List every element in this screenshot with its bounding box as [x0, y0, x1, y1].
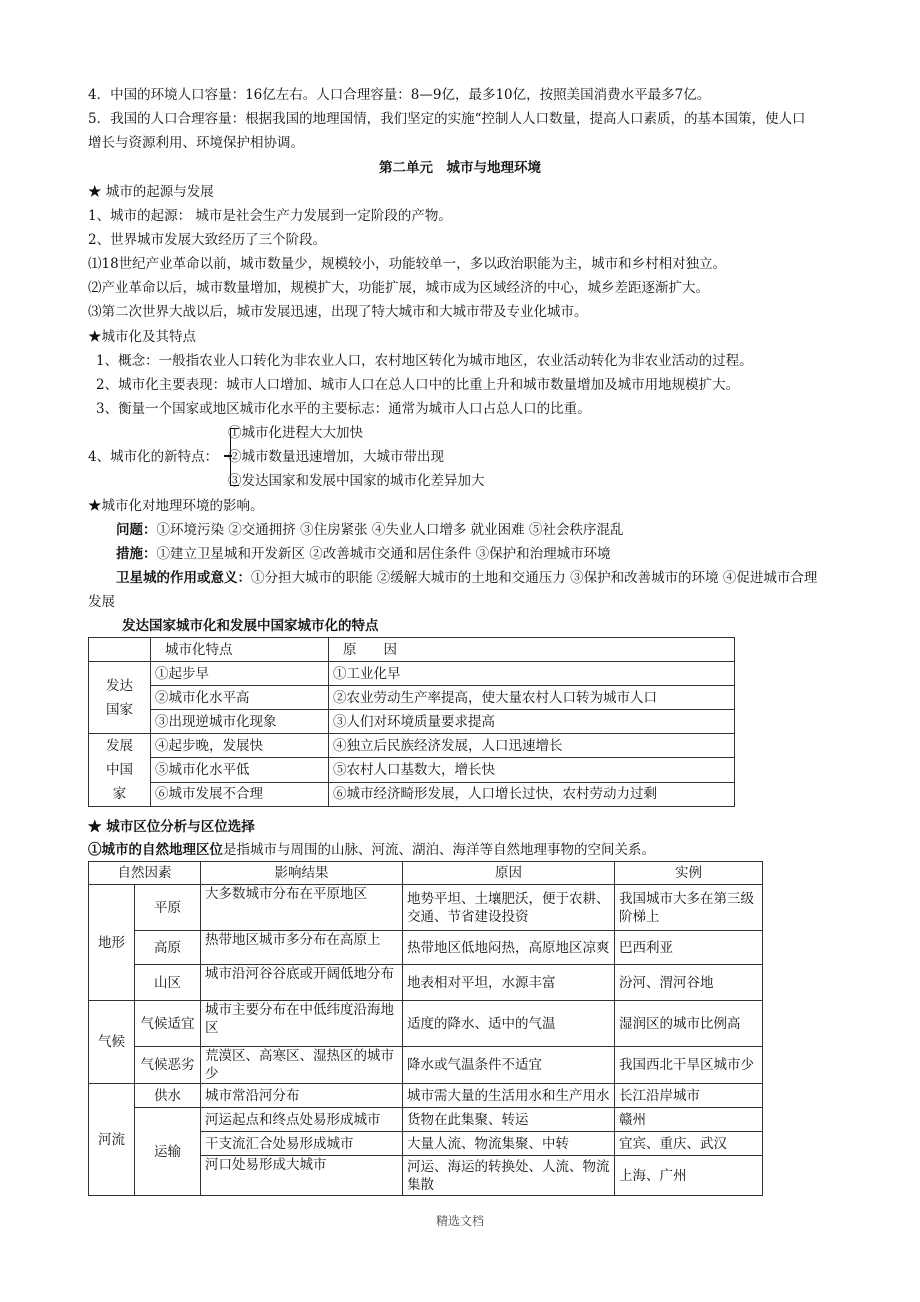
section-heading-urbanization: ★城市化及其特点: [88, 329, 196, 345]
new-feature-1: ①城市化进程大大加快: [228, 425, 363, 441]
page-footer: 精选文档: [435, 1214, 484, 1228]
table-cell: ⑥城市发展不合理: [151, 782, 329, 806]
table-cell: 地势平坦、土壤肥沃，便于农耕、交通、节省建设投资: [403, 885, 615, 931]
table-cell: 干支流汇合处易形成城市: [201, 1132, 403, 1156]
table-cell: 气候适宜: [135, 1001, 201, 1047]
table-row: [89, 686, 735, 710]
group-label-line: 中国: [106, 762, 133, 778]
paragraph-5-cont: 增长与资源利用、环境保护相协调。: [88, 135, 304, 151]
header-cell: 实例: [615, 862, 763, 885]
table-cell: 我国城市大多在第三级阶梯上: [615, 885, 763, 931]
section-heading-location: ★ 城市区位分析与区位选择: [88, 819, 255, 835]
unit-title: 第二单元 城市与地理环境: [379, 160, 541, 176]
header-cell: 自然因素: [89, 862, 201, 885]
table1-title: 发达国家城市化和发展中国家城市化的特点: [122, 618, 379, 634]
table-cell: 河运、海运的转换处、人流、物流集散: [403, 1156, 615, 1196]
table-cell: ③出现逆城市化现象: [151, 710, 329, 734]
table-cell: 山区: [135, 965, 201, 1001]
group-label-line: 国家: [106, 701, 133, 718]
group-developing: [89, 734, 151, 807]
table-cell: ⑤农村人口基数大，增长快: [329, 758, 735, 782]
group-developed: [89, 662, 151, 734]
table-cell: ①工业化早: [329, 662, 735, 686]
new-feature-2: ②城市数量迅速增加，大城市带出现: [228, 449, 444, 465]
stage-2: ⑵产业革命以后，城市数量增加，规模扩大，功能扩展，城市成为区域经济的中心，城乡差距逐渐扩大。: [88, 280, 709, 296]
satellite-label: 卫星城的作用或意义：: [116, 570, 251, 586]
table-cell: 高原: [135, 931, 201, 965]
urbanization-concept: 1、概念：一般指农业人口转化为非农业人口，农村地区转化为城市地区，农业活动转化为非农业活动的过程。: [96, 353, 753, 369]
table-cell: 巴西利亚: [615, 931, 763, 965]
section-heading-origin: ★ 城市的起源与发展: [88, 184, 214, 200]
header-blank: [89, 638, 151, 662]
table-cell: ⑥城市经济畸形发展，人口增长过快，农村劳动力过剩: [329, 782, 735, 806]
table-row: [89, 965, 763, 1001]
table-cell: ②农业劳动生产率提高，使大量农村人口转为城市人口: [329, 686, 735, 710]
table-cell: 宜宾、重庆、武汉: [615, 1132, 763, 1156]
group-label-line: 发展: [106, 738, 133, 754]
table-cell: 热带地区城市多分布在高原上: [201, 931, 403, 965]
section-heading-impact: ★城市化对地理环境的影响。: [88, 498, 264, 514]
measures-text: ①建立卫星城和开发新区 ②改善城市交通和居住条件 ③保护和治理城市环境: [156, 546, 611, 562]
table-row: [89, 1108, 763, 1132]
table-cell: 湿润区的城市比例高: [615, 1001, 763, 1047]
new-features-label: 4、城市化的新特点：: [88, 449, 219, 465]
table-cell: 上海、广州: [615, 1156, 763, 1196]
table-cell: 热带地区低地闷热，高原地区凉爽: [403, 931, 615, 965]
table-cell: ④独立后民族经济发展，人口迅速增长: [329, 734, 735, 758]
table-row: [89, 710, 735, 734]
satellite-line: [116, 569, 817, 587]
natural-location-def: 是指城市与周围的山脉、河流、湖泊、海洋等自然地理事物的空间关系。: [223, 842, 655, 858]
urbanization-indicator: 3、衡量一个国家或地区城市化水平的主要标志：通常为城市人口占总人口的比重。: [96, 401, 591, 417]
natural-location-term: ①城市的自然地理区位: [88, 842, 223, 858]
problems-line: [116, 521, 623, 539]
table-header-row: [89, 862, 763, 885]
measures-line: [116, 545, 611, 563]
table-cell: 城市需大量的生活用水和生产用水: [403, 1084, 615, 1108]
group-terrain: 地形: [89, 885, 135, 1001]
table-header-row: [89, 638, 735, 662]
urbanization-comparison-table: [88, 637, 735, 807]
table-cell: ④起步晚，发展快: [151, 734, 329, 758]
table-row: [89, 1001, 763, 1047]
header-cell: 影响结果: [201, 862, 403, 885]
urbanization-manifestation: 2、城市化主要表现：城市人口增加、城市人口在总人口中的比重上升和城市数量增加及城市用地规模扩大。: [96, 377, 740, 393]
table-row: [89, 931, 763, 965]
table-row: [89, 1047, 763, 1084]
new-feature-3: ③发达国家和发展中国家的城市化差异加大: [228, 473, 485, 489]
table-cell: 气候恶劣: [135, 1047, 201, 1084]
header-cell: 原因: [403, 862, 615, 885]
table-row: [89, 662, 735, 686]
origin-line-1: 1、城市的起源： 城市是社会生产力发展到一定阶段的产物。: [88, 208, 452, 224]
table-cell: 河运起点和终点处易形成城市: [201, 1108, 403, 1132]
table-cell: 赣州: [615, 1108, 763, 1132]
satellite-text: ①分担大城市的职能 ②缓解大城市的土地和交通压力 ③保护和改善城市的环境 ④促进城市合理: [251, 570, 818, 586]
table-cell: 适度的降水、适中的气温: [403, 1001, 615, 1047]
paragraph-4: 4．中国的环境人口容量：16亿左右。人口合理容量：8—9亿，最多10亿，按照美国消费水平最多7亿。: [88, 87, 711, 103]
table-cell: 大量人流、物流集聚、中转: [403, 1132, 615, 1156]
group-river: 河流: [89, 1084, 135, 1196]
header-cell: 原 因: [329, 638, 735, 662]
group-label-line: 家: [112, 786, 127, 802]
satellite-cont: 发展: [88, 594, 115, 610]
problems-label: 问题：: [116, 522, 157, 538]
table-row: [89, 782, 735, 806]
stage-3: ⑶第二次世界大战以后，城市发展迅速，出现了特大城市和大城市带及专业化城市。: [88, 304, 588, 320]
table-cell: 地表相对平坦，水源丰富: [403, 965, 615, 1001]
table-cell: ③人们对环境质量要求提高: [329, 710, 735, 734]
table-cell: 长江沿岸城市: [615, 1084, 763, 1108]
table-cell: 货物在此集聚、转运: [403, 1108, 615, 1132]
table-cell: ⑤城市化水平低: [151, 758, 329, 782]
problems-text: ①环境污染 ②交通拥挤 ③住房紧张 ④失业人口增多 就业困难 ⑤社会秩序混乱: [156, 522, 624, 538]
origin-line-2: 2、世界城市发展大致经历了三个阶段。: [88, 232, 327, 248]
table-cell: 我国西北干旱区城市少: [615, 1047, 763, 1084]
table-cell: 汾河、渭河谷地: [615, 965, 763, 1001]
table-cell: 荒漠区、高寒区、湿热区的城市少: [201, 1047, 403, 1084]
header-cell: 城市化特点: [151, 638, 329, 662]
measures-label: 措施：: [116, 546, 157, 562]
table-cell: 降水或气温条件不适宜: [403, 1047, 615, 1084]
stage-1: ⑴18世纪产业革命以前，城市数量少，规模较小，功能较单一，多以政治职能为主，城市和乡村相对独立。: [88, 256, 727, 272]
subgroup-transport: 运输: [135, 1108, 201, 1196]
table-cell: ①起步早: [151, 662, 329, 686]
natural-location-line: [88, 841, 655, 859]
table-cell: ②城市化水平高: [151, 686, 329, 710]
table-row: [89, 758, 735, 782]
table-row: [89, 734, 735, 758]
table-cell: 大多数城市分布在平原地区: [201, 885, 403, 931]
table-cell: 河口处易形成大城市: [201, 1156, 403, 1196]
table-cell: 平原: [135, 885, 201, 931]
natural-location-table: [88, 861, 763, 1196]
table-cell: 城市主要分布在中低纬度沿海地区: [201, 1001, 403, 1047]
table-cell: 城市常沿河分布: [201, 1084, 403, 1108]
table-cell: 供水: [135, 1084, 201, 1108]
paragraph-5: 5．我国的人口合理容量：根据我国的地理国情，我们坚定的实施“控制人人口数量，提高人口素质，的基本国策，使人口: [88, 111, 806, 127]
table-row: [89, 1084, 763, 1108]
table-row: [89, 885, 763, 931]
group-label-line: 发达: [106, 677, 133, 694]
group-climate: 气候: [89, 1001, 135, 1084]
table-cell: 城市沿河谷谷底或开阔低地分布: [201, 965, 403, 1001]
